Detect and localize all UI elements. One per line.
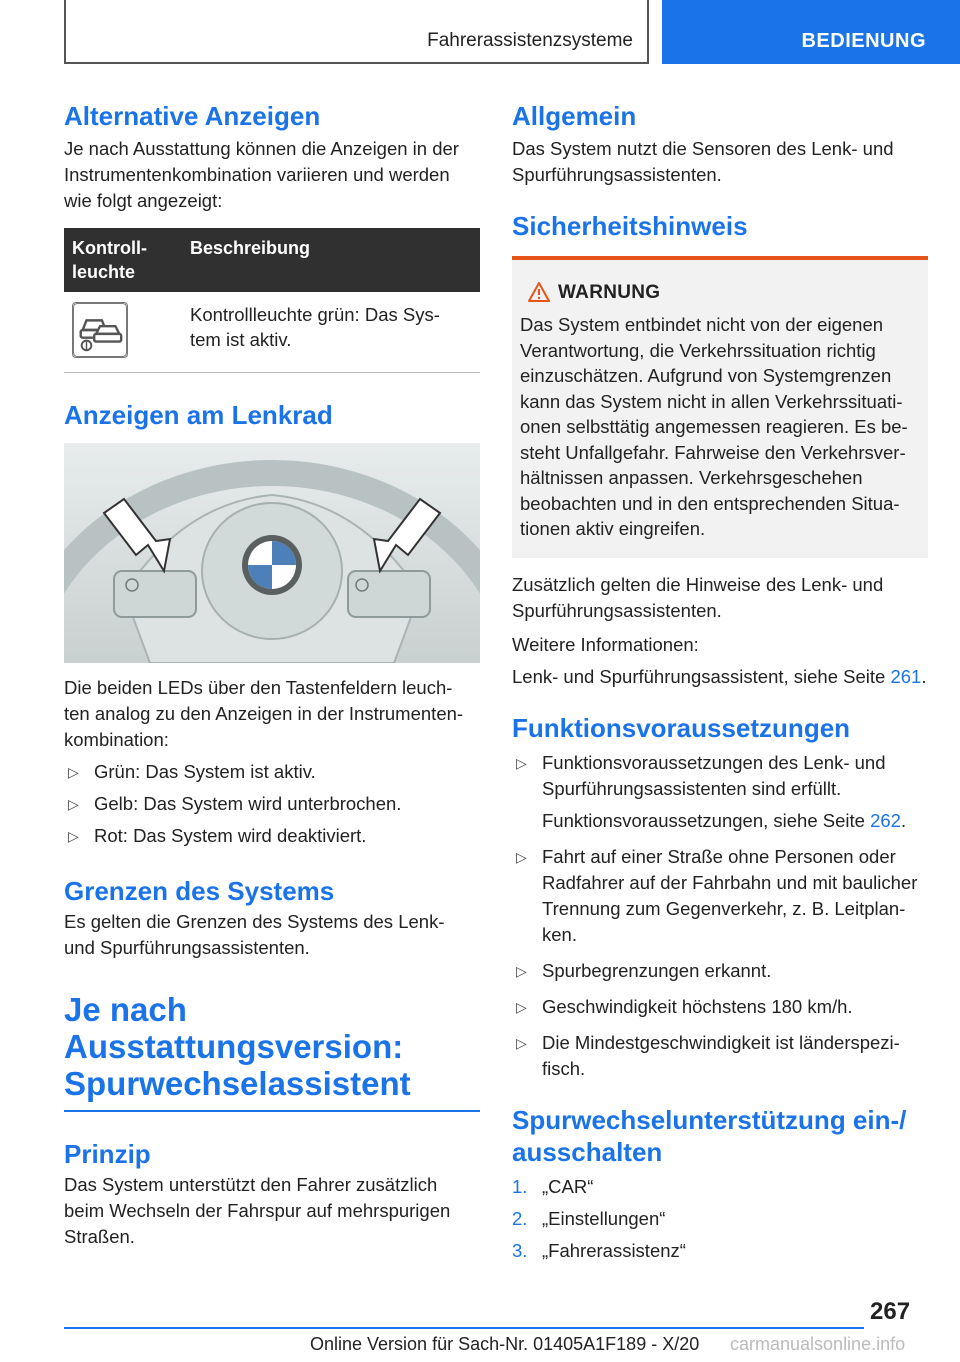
table-row xyxy=(64,292,480,373)
prinzip-text: Das System unterstützt den Fahrer zusätzlich beim Wechseln der Fahrspur auf mehrspurigen Straßen. xyxy=(64,1174,451,1247)
bullet-triangle-icon: ▷ xyxy=(516,1034,527,1051)
chapter-heading-line-3: Spurwechselassistent xyxy=(64,1065,411,1102)
table-cell-lamp xyxy=(64,292,182,373)
chapter-heading-line-1: Je nach xyxy=(64,991,187,1028)
warning-triangle-icon xyxy=(528,282,550,302)
table-cell-description: Kontrollleuchte grün: Das Sys- tem ist aktiv. xyxy=(182,292,480,373)
page-link-261[interactable]: 261 xyxy=(890,665,922,687)
list-item: ▷ Fahrt auf einer Straße ohne Personen oder Radfahrer auf der Fahrbahn und mit baulicher Trennung zum Gegenverkehr, z. B. Leitplan- ken. xyxy=(516,845,918,945)
indicator-table xyxy=(64,228,480,373)
list-item: ▷ Funktionsvoraussetzungen des Lenk- und Spurführungsassistenten sind erfüllt. Funktionsvoraussetzungen, siehe Seite 262. xyxy=(512,750,928,834)
left-column xyxy=(64,100,480,1250)
heading-spurwechselunterstuetzung: Spurwechselunterstützung ein-/ ausschalten xyxy=(512,1104,907,1167)
steps-list xyxy=(512,1174,928,1264)
list-item: ▷ Die Mindestgeschwindigkeit ist länderspezi- fisch. xyxy=(516,1031,900,1079)
allgemein-text: Das System nutzt die Sensoren des Lenk- und Spurführungsassistenten. xyxy=(512,138,894,185)
heading-funktionsvoraussetzungen: Funktionsvoraussetzungen xyxy=(512,712,851,743)
header-chapter-title: BEDIENUNG xyxy=(801,30,926,52)
bullet-triangle-icon: ▷ xyxy=(68,828,79,844)
footer-divider xyxy=(64,1327,864,1329)
funktion-sub-reference: Funktionsvoraussetzungen, siehe Seite 262. xyxy=(542,809,907,831)
warning-text: Das System entbindet nicht von der eigenen Verantwortung, die Verkehrssituation richtig einzuschätzen. Aufgrund von Systemgrenzen kann das System nicht in allen Verkehrssituati- onen selbsttätig angemessen reagieren. Es be- steht Unfallgefahr. Fahrweise den Verkehrsver- hältnissen anpassen. Verkehrsgeschehen beobachten und in den entsprechenden Situa- tionen aktiv eingreifen. xyxy=(520,314,908,539)
chapter-heading xyxy=(64,991,480,1102)
header-chapter-tab xyxy=(662,0,960,64)
bullet-triangle-icon: ▷ xyxy=(516,754,527,771)
bullet-triangle-icon: ▷ xyxy=(68,796,79,812)
list-item: ▷ Rot: Das System wird deaktiviert. xyxy=(64,823,480,849)
right-column xyxy=(512,100,928,1264)
lane-assist-lamp-icon xyxy=(72,302,128,358)
table-header-row xyxy=(64,228,480,292)
heading-allgemein: Allgemein xyxy=(512,101,637,131)
bullet-triangle-icon: ▷ xyxy=(516,998,527,1015)
list-item: ▷ Spurbegrenzungen erkannt. xyxy=(512,958,928,984)
alternative-anzeigen-text: Je nach Ausstattung können die Anzeigen in der Instrumentenkombination variieren und werden wie folgt angezeigt: xyxy=(64,138,459,211)
warning-box xyxy=(512,260,928,558)
led-bullet-list xyxy=(64,759,480,849)
page-link-262[interactable]: 262 xyxy=(870,809,901,831)
chapter-divider xyxy=(64,1110,480,1112)
list-item: 2. „Einstellungen“ xyxy=(512,1207,666,1229)
zusatz-text: Zusätzlich gelten die Hinweise des Lenk- und Spurführungsassistenten. xyxy=(512,573,884,621)
steering-wheel-image xyxy=(64,443,480,663)
chapter-heading-line-2: Ausstattungsversion: xyxy=(64,1028,404,1065)
weitere-info-label: Weitere Informationen: xyxy=(512,633,699,655)
header-section-title: Fahrerassistenzsysteme xyxy=(427,30,633,51)
page-number: 267 xyxy=(870,1298,911,1325)
heading-prinzip: Prinzip xyxy=(64,1139,151,1169)
bullet-triangle-icon: ▷ xyxy=(516,962,527,979)
list-item: ▷ Gelb: Das System wird unterbrochen. xyxy=(64,791,480,817)
heading-anzeigen-am-lenkrad: Anzeigen am Lenkrad xyxy=(64,400,333,430)
list-item: 3. „Fahrerassistenz“ xyxy=(512,1239,686,1261)
list-item: ▷ Grün: Das System ist aktiv. xyxy=(64,759,480,785)
list-item: ▷ Geschwindigkeit höchstens 180 km/h. xyxy=(512,994,928,1020)
footer-watermark: carmanualsonline.info xyxy=(730,1334,906,1354)
heading-sicherheitshinweis: Sicherheitshinweis xyxy=(512,211,748,241)
heading-alternative-anzeigen: Alternative Anzeigen xyxy=(64,101,321,131)
lenkrad-text: Die beiden LEDs über den Tastenfeldern leuch- ten analog zu den Anzeigen in der Instrumenten- kombination: xyxy=(64,677,464,750)
grenzen-text: Es gelten die Grenzen des Systems des Lenk- und Spurführungsassistenten. xyxy=(64,911,445,958)
funktion-bullet-list xyxy=(512,750,928,1082)
reference-text: Lenk- und Spurführungsassistent, siehe Seite 261. xyxy=(512,665,927,687)
warning-title: WARNUNG xyxy=(520,280,920,306)
list-item: 1. „CAR“ xyxy=(512,1175,594,1197)
header-section-box xyxy=(64,0,649,64)
table-header-kontrollleuchte: Kontroll- leuchte xyxy=(64,228,182,292)
bullet-triangle-icon: ▷ xyxy=(516,848,527,865)
heading-grenzen-des-systems: Grenzen des Systems xyxy=(64,876,335,906)
table-header-beschreibung: Beschreibung xyxy=(182,228,480,292)
footer-online-version: Online Version für Sach-Nr. 01405A1F189 - X/20 xyxy=(310,1334,700,1354)
bullet-triangle-icon: ▷ xyxy=(68,764,79,780)
